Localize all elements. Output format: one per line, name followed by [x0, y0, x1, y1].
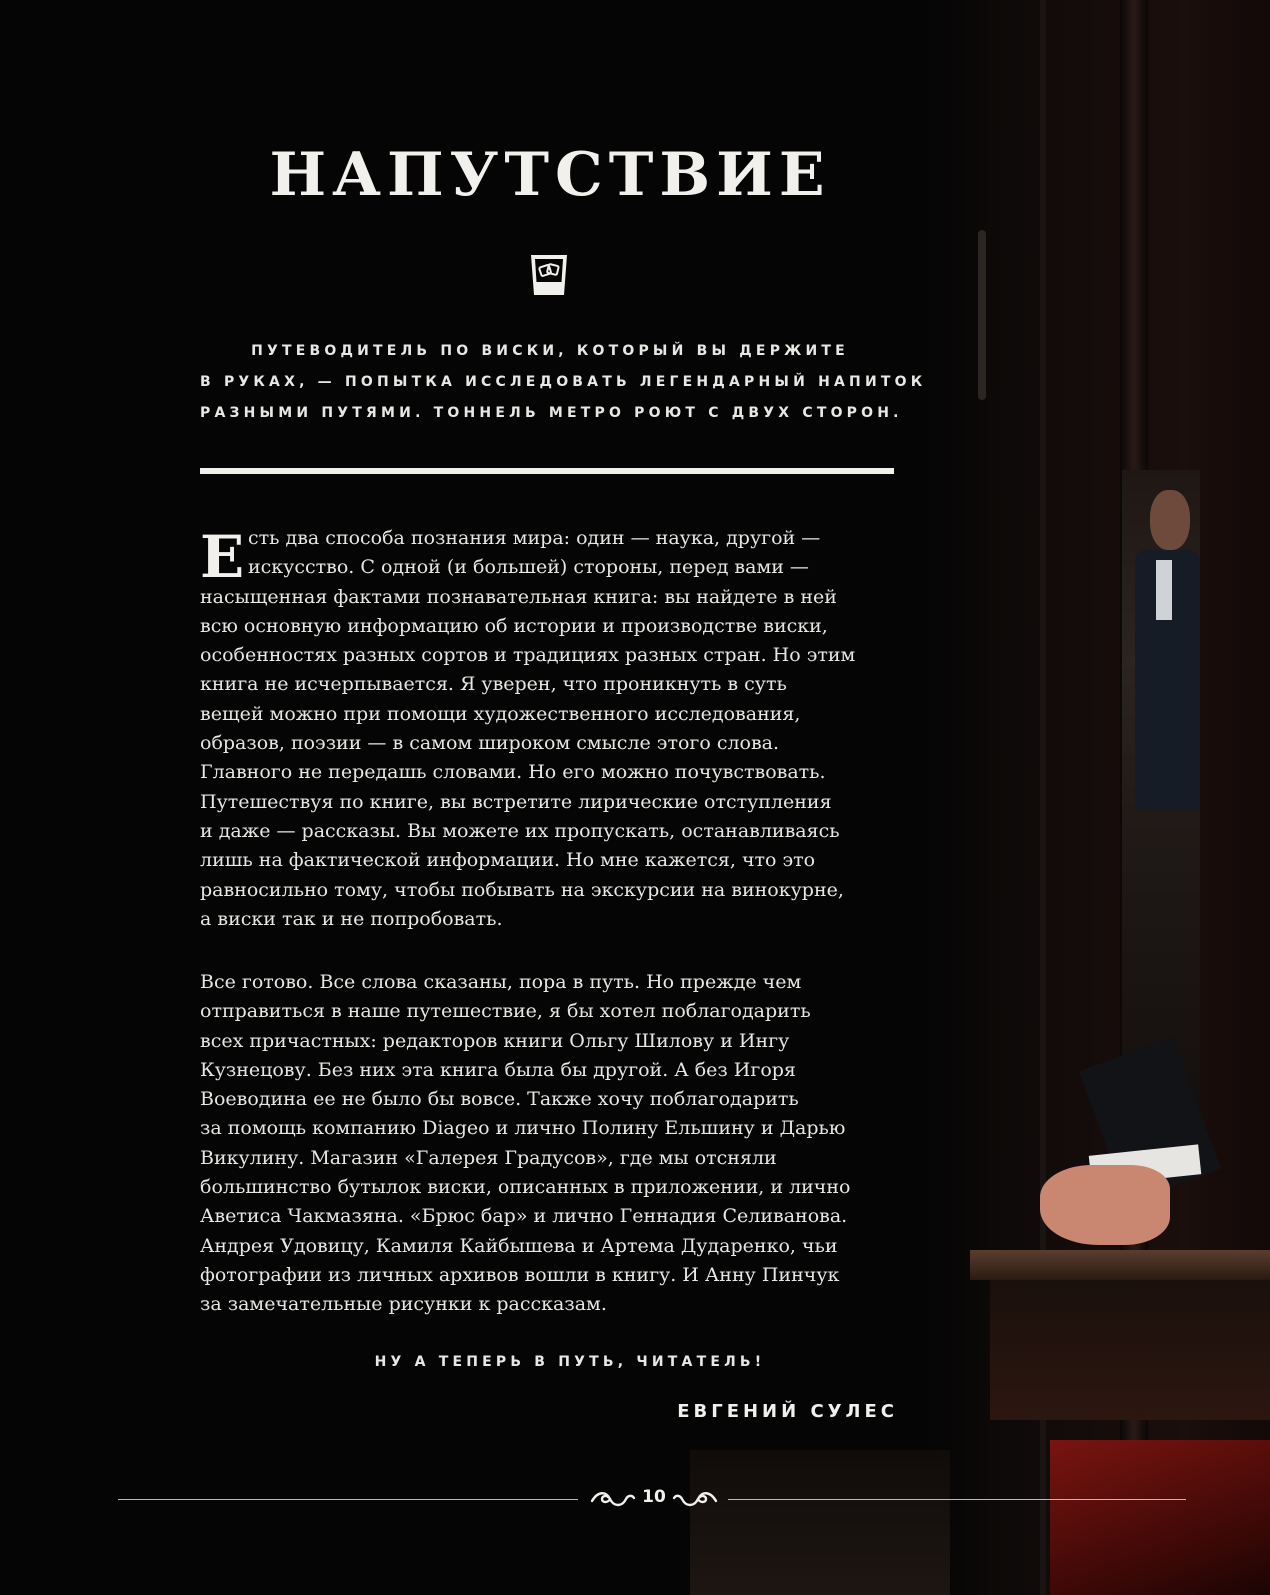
text-line: всю основную информацию об истории и производстве виски,	[200, 614, 828, 637]
paragraph-2	[200, 968, 900, 1320]
text-line: Кузнецову. Без них эта книга была бы другой. А без Игоря	[200, 1058, 796, 1081]
lead-paragraph	[200, 336, 927, 429]
lead-line: В РУКАХ, — ПОПЫТКА ИССЛЕДОВАТЬ ЛЕГЕНДАРНЫЙ НАПИТОК	[200, 374, 927, 390]
text-line: особенностях разных сортов и традициях разных стран. Но этим	[200, 644, 856, 667]
text-line: образов, поэзии — в самом широком смысле этого слова.	[200, 732, 780, 755]
footer-rule-left	[118, 1499, 578, 1500]
text-line: большинство бутылок виски, описанных в приложении, и лично	[200, 1176, 851, 1199]
text-line: Викулину. Магазин «Галерея Градусов», где мы отсняли	[200, 1146, 777, 1169]
divider-rule	[200, 468, 894, 474]
footer-rule-right	[728, 1499, 1186, 1500]
text-line: фотографии из личных архивов вошли в книгу. И Анну Пинчук	[200, 1263, 840, 1286]
text-line: а виски так и не попробовать.	[200, 907, 503, 930]
text-line: за замечательные рисунки к рассказам.	[200, 1293, 607, 1316]
text-line: Воеводина ее не было бы вовсе. Также хочу поблагодарить	[200, 1088, 799, 1111]
lead-line: РАЗНЫМИ ПУТЯМИ. ТОННЕЛЬ МЕТРО РОЮТ С ДВУХ СТОРОН.	[200, 405, 903, 421]
text-line: Главного не передашь словами. Но его можно почувствовать.	[200, 761, 826, 784]
text-line: всех причастных: редакторов книги Ольгу Шилову и Ингу	[200, 1029, 790, 1052]
closing-line: НУ А ТЕПЕРЬ В ПУТЬ, ЧИТАТЕЛЬ!	[374, 1354, 766, 1370]
lead-line: ПУТЕВОДИТЕЛЬ ПО ВИСКИ, КОТОРЫЙ ВЫ ДЕРЖИТЕ	[251, 343, 849, 359]
text-line: книга не исчерпывается. Я уверен, что проникнуть в суть	[200, 673, 787, 696]
flourish-left-icon	[590, 1489, 636, 1509]
text-line: вещей можно при помощи художественного исследования,	[200, 702, 801, 725]
text-line: Путешествуя по книге, вы встретите лирические отступления	[200, 790, 832, 813]
text-line: и даже — рассказы. Вы можете их пропускать, останавливаясь	[200, 819, 840, 842]
whisky-glass-icon	[528, 252, 570, 298]
page-title: НАПУТСТВИЕ	[269, 140, 831, 210]
author-signature: ЕВГЕНИЙ СУЛЕС	[677, 1401, 898, 1422]
text-line: Андрея Удовицу, Камиля Кайбышева и Артема Дударенко, чьи	[200, 1234, 838, 1257]
text-line: за помощь компанию Diageo и лично Полину Ельшину и Дарью	[200, 1117, 846, 1140]
text-line: равносильно тому, чтобы побывать на экскурсии на винокурне,	[200, 878, 844, 901]
text-line: насыщенная фактами познавательная книга: вы найдете в ней	[200, 585, 837, 608]
page-number: 10	[642, 1487, 666, 1507]
text-line: сть два способа познания мира: один — наука, другой —	[248, 527, 821, 549]
text-line: Аветиса Чакмазяна. «Брюс бар» и лично Геннадия Селиванова.	[200, 1205, 848, 1228]
text-line: отправиться в наше путешествие, я бы хотел поблагодарить	[200, 1000, 811, 1023]
text-line: искусство. С одной (и большей) стороны, перед вами —	[248, 556, 809, 579]
text-line: лишь на фактической информации. Но мне кажется, что это	[200, 849, 816, 872]
paragraph-1	[200, 524, 900, 934]
flourish-right-icon	[672, 1489, 718, 1509]
text-line: Все готово. Все слова сказаны, пора в путь. Но прежде чем	[200, 971, 802, 993]
drop-cap: Е	[200, 523, 245, 591]
